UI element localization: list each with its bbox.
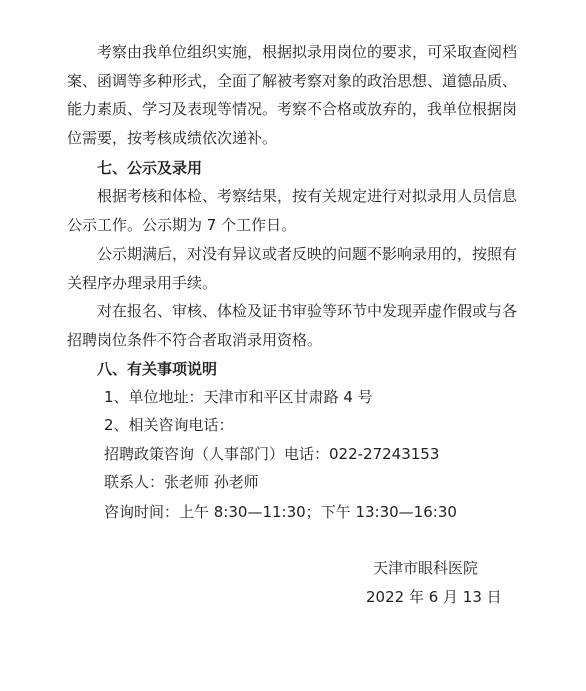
address-item: 1、单位地址：天津市和平区甘肃路 4 号 — [104, 388, 373, 406]
paragraph-after-publicity: 公示期满后，对没有异议或者反映的问题不影响录用的，按照有关程序办理录用手续。 — [67, 245, 518, 292]
signature-date: 2022 年 6 月 13 日 — [366, 588, 502, 606]
paragraph-publicity: 根据考核和体检、考察结果，按有关规定进行对拟录用人员信息公示工作。公示期为 7 个工作日。 — [67, 187, 518, 234]
phone-heading-item: 2、相关咨询电话： — [104, 416, 234, 434]
section-heading-publicity: 七、公示及录用 — [97, 159, 203, 177]
signature-organization: 天津市眼科医院 — [373, 559, 479, 577]
policy-phone: 招聘政策咨询（人事部门）电话：022-27243153 — [104, 445, 440, 463]
paragraph-disqualification: 对在报名、审核、体检及证书审验等环节中发现弄虚作假或与各招聘岗位条件不符合者取消录用资格。 — [67, 302, 518, 349]
consult-hours: 咨询时间：上午 8:30—11:30；下午 13:30—16:30 — [104, 503, 457, 521]
contact-persons: 联系人：张老师 孙老师 — [104, 473, 259, 491]
paragraph-investigation: 考察由我单位组织实施，根据拟录用岗位的要求，可采取查阅档案、函调等多种形式，全面了解被考察对象的政治思想、道德品质、能力素质、学习及表现等情况。考察不合格或放弃的，我单位根据岗位需要，按考核成绩依次递补。 — [67, 43, 518, 147]
section-heading-notes: 八、有关事项说明 — [97, 360, 218, 378]
